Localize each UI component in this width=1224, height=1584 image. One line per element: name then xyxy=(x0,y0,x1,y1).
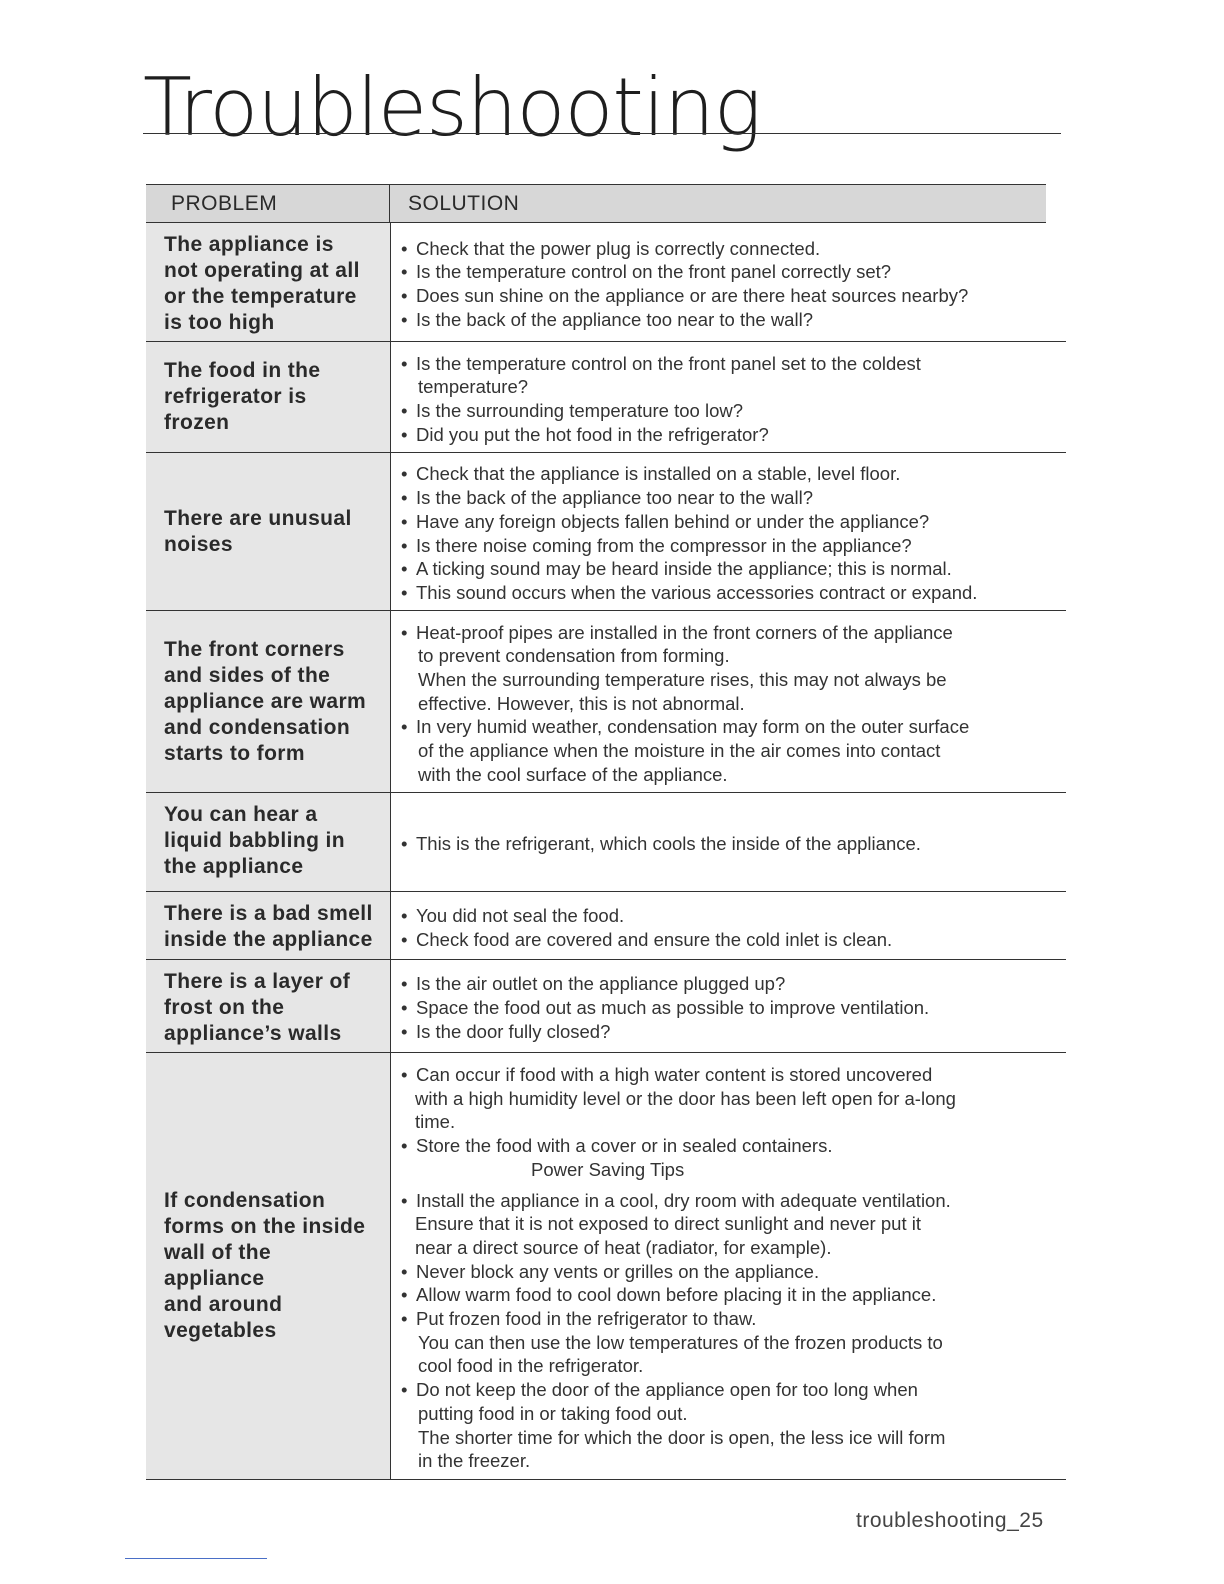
solution-bullet: • Space the food out as much as possible to improve ventilation. xyxy=(401,996,1056,1020)
problem-line: noises xyxy=(164,532,233,556)
solution-bullet: • Check food are covered and ensure the cold inlet is clean. xyxy=(401,928,1056,952)
problem-line: appliance are warm xyxy=(164,689,367,713)
table-row xyxy=(146,453,1066,611)
problem-line: If condensation xyxy=(164,1189,326,1212)
solution-cell xyxy=(391,342,1066,452)
problem-text xyxy=(164,637,366,767)
problem-line: appliance xyxy=(164,1267,265,1290)
problem-line: refrigerator is xyxy=(164,385,307,408)
table-header xyxy=(146,184,1046,223)
table-row xyxy=(146,223,1066,342)
page-footer: troubleshooting_25 xyxy=(856,1509,1044,1532)
problem-line: inside the appliance xyxy=(164,928,373,951)
problem-cell xyxy=(146,960,391,1052)
section-subtitle: Power Saving Tips xyxy=(531,1158,685,1180)
footer-link-line xyxy=(125,1558,267,1559)
problem-line: There is a layer of xyxy=(164,970,351,993)
problem-line: or the temperature xyxy=(164,285,357,308)
problem-cell xyxy=(146,223,391,341)
header-problem: PROBLEM xyxy=(146,185,390,222)
solution-cell xyxy=(391,793,1066,891)
solution-cell xyxy=(391,611,1066,792)
problem-line: forms on the inside xyxy=(164,1215,366,1238)
table-row xyxy=(146,793,1066,892)
solution-continuation: When the surrounding temperature rises, this may not always be xyxy=(418,668,947,690)
solution-continuation: to prevent condensation from forming. xyxy=(418,645,730,667)
solution-bullet: • Have any foreign objects fallen behind or under the appliance? xyxy=(401,510,1056,534)
solution-bullet: • Do not keep the door of the appliance open for too long when xyxy=(401,1378,1056,1402)
solution-cell xyxy=(391,223,1066,341)
solution-continuation: You can then use the low temperatures of the frozen products to xyxy=(418,1331,943,1353)
problem-text xyxy=(164,969,350,1047)
solution-bullet: • Does sun shine on the appliance or are there heat sources nearby? xyxy=(401,284,1056,308)
solution-bullet: • Is there noise coming from the compressor in the appliance? xyxy=(401,534,1056,558)
solution-continuation: in the freezer. xyxy=(418,1450,531,1472)
spacer xyxy=(401,1182,1056,1189)
solution-bullet: • Is the back of the appliance too near to the wall? xyxy=(401,308,1056,332)
problem-line: vegetables xyxy=(164,1319,277,1342)
problem-line: liquid babbling in xyxy=(164,829,346,852)
solution-bullet: • Is the temperature control on the front panel correctly set? xyxy=(401,260,1056,284)
solution-bullet: • Store the food with a cover or in sealed containers. xyxy=(401,1134,1056,1158)
solution-bullet: • This is the refrigerant, which cools the inside of the appliance. xyxy=(401,832,1056,856)
solution-bullet: • Allow warm food to cool down before placing it in the appliance. xyxy=(401,1283,1056,1307)
problem-line: and sides of the xyxy=(164,663,331,687)
troubleshooting-table xyxy=(146,184,1066,1480)
problem-line: appliance’s walls xyxy=(164,1022,342,1045)
solution-bullet: • Put frozen food in the refrigerator to thaw. xyxy=(401,1307,1056,1331)
solution-bullet: • Check that the appliance is installed on a stable, level floor. xyxy=(401,462,1056,486)
problem-line: wall of the xyxy=(164,1241,272,1264)
table-row xyxy=(146,342,1066,453)
problem-line: The food in the xyxy=(164,359,321,382)
table-body xyxy=(146,223,1066,1480)
solution-continuation: effective. However, this is not abnormal. xyxy=(418,692,745,714)
problem-text xyxy=(164,901,373,953)
table-row xyxy=(146,1053,1066,1480)
problem-line: There is a bad smell xyxy=(164,902,373,925)
problem-line: frozen xyxy=(164,411,230,434)
solution-continuation: Ensure that it is not exposed to direct sunlight and never put it xyxy=(415,1213,921,1235)
solution-continuation: near a direct source of heat (radiator, for example). xyxy=(415,1236,832,1258)
problem-text xyxy=(164,506,352,558)
title-rule xyxy=(143,133,1061,134)
solution-bullet: • Is the back of the appliance too near to the wall? xyxy=(401,486,1056,510)
solution-bullet: • Install the appliance in a cool, dry room with adequate ventilation. xyxy=(401,1189,1056,1213)
table-row xyxy=(146,960,1066,1053)
solution-continuation: cool food in the refrigerator. xyxy=(418,1355,644,1377)
solution-cell xyxy=(391,453,1066,610)
problem-line: You can hear a xyxy=(164,803,318,826)
problem-line: the appliance xyxy=(164,855,304,878)
solution-bullet: • Is the temperature control on the front panel set to the coldest xyxy=(401,352,1056,376)
solution-continuation: time. xyxy=(415,1111,456,1133)
problem-cell xyxy=(146,453,391,610)
problem-cell xyxy=(146,793,391,891)
table-row xyxy=(146,892,1066,960)
problem-line: starts to form xyxy=(164,741,305,765)
problem-text xyxy=(164,232,360,336)
solution-bullet: • A ticking sound may be heard inside the appliance; this is normal. xyxy=(401,557,1056,581)
problem-cell xyxy=(146,892,391,959)
solution-continuation: The shorter time for which the door is open, the less ice will form xyxy=(418,1426,946,1448)
solution-continuation: with a high humidity level or the door has been left open for a-long xyxy=(415,1087,956,1109)
solution-bullet: • Never block any vents or grilles on the appliance. xyxy=(401,1260,1056,1284)
problem-text xyxy=(164,802,345,880)
problem-line: and condensation xyxy=(164,715,351,739)
problem-cell xyxy=(146,1053,391,1479)
solution-continuation: with the cool surface of the appliance. xyxy=(418,763,728,785)
solution-continuation: temperature? xyxy=(418,376,529,398)
solution-cell xyxy=(391,892,1066,959)
solution-continuation: putting food in or taking food out. xyxy=(418,1402,688,1424)
problem-text xyxy=(164,1188,365,1344)
solution-continuation: of the appliance when the moisture in the air comes into contact xyxy=(418,740,941,762)
page-title: Troubleshooting xyxy=(143,61,761,154)
problem-line: There are unusual xyxy=(164,506,352,530)
solution-bullet: • Check that the power plug is correctly connected. xyxy=(401,237,1056,261)
solution-bullet: • You did not seal the food. xyxy=(401,904,1056,928)
header-solution: SOLUTION xyxy=(408,191,520,215)
solution-bullet: • Is the air outlet on the appliance plugged up? xyxy=(401,972,1056,996)
problem-cell xyxy=(146,611,391,792)
solution-cell xyxy=(391,960,1066,1052)
solution-bullet: • Heat-proof pipes are installed in the front corners of the appliance xyxy=(401,621,1056,645)
problem-line: and around xyxy=(164,1293,283,1316)
table-row xyxy=(146,611,1066,793)
problem-text xyxy=(164,358,320,436)
problem-line: The appliance is xyxy=(164,233,334,256)
problem-cell xyxy=(146,342,391,452)
problem-line: frost on the xyxy=(164,996,285,1019)
solution-bullet: • Can occur if food with a high water content is stored uncovered xyxy=(401,1063,1056,1087)
solution-cell xyxy=(391,1053,1066,1479)
solution-bullet: • Did you put the hot food in the refrigerator? xyxy=(401,423,1056,447)
solution-bullet: • In very humid weather, condensation may form on the outer surface xyxy=(401,715,1056,739)
solution-bullet: • This sound occurs when the various accessories contract or expand. xyxy=(401,581,1056,605)
problem-line: The front corners xyxy=(164,637,345,661)
problem-line: not operating at all xyxy=(164,259,360,282)
solution-bullet: • Is the door fully closed? xyxy=(401,1020,1056,1044)
solution-bullet: • Is the surrounding temperature too low? xyxy=(401,399,1056,423)
problem-line: is too high xyxy=(164,311,275,334)
